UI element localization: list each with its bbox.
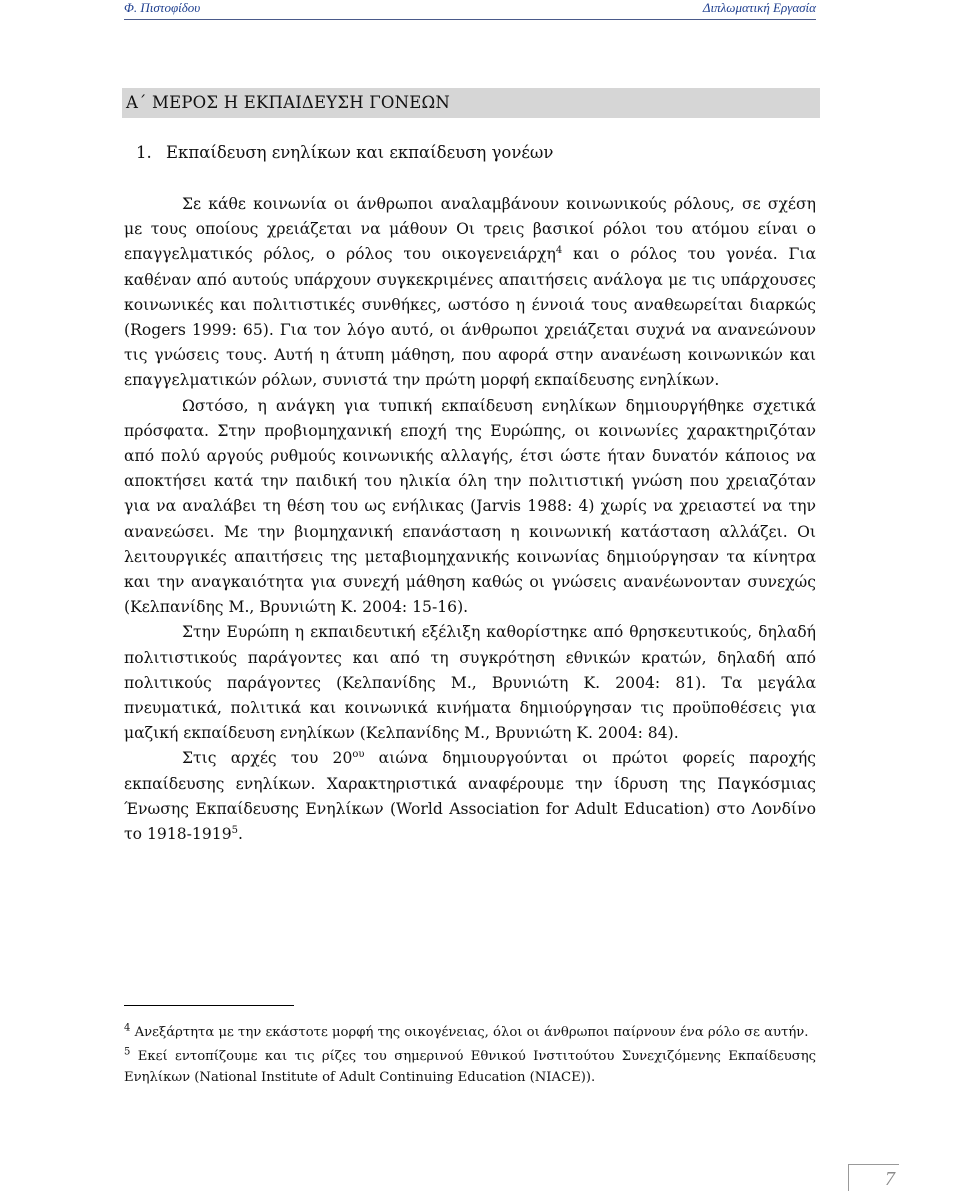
footnote-4: [124, 1022, 816, 1043]
paragraph-4: [124, 746, 816, 847]
paragraph-4-text-c: .: [238, 825, 243, 844]
paragraph-1-text-b: και ο ρόλος του γονέα. Για καθέναν από αυτούς υπάρχουν συγκεκριμένες απαιτήσεις ανάλογα με τις υπάρχουσες κοινωνικές και πολιτιστικές συνθήκες, ωστόσο η έννοιά τους αναθεωρείται διαρκώς (Rogers 1999: 65). Για τον λόγο αυτό, οι άνθρωποι χρειάζεται συχνά να ανανεώνουν τις γνώσεις τους. Αυτή η άτυπη μάθηση, που αφορά στην ανανέωση κοινωνικών και επαγγελματικών ρόλων, συνιστά την πρώτη μορφή εκπαίδευσης ενηλίκων.: [124, 245, 816, 390]
section-heading-bar: [122, 88, 820, 118]
header-divider: [124, 19, 816, 20]
page-header: [124, 0, 816, 18]
footnote-5: [124, 1046, 816, 1088]
footnote-separator: [124, 1005, 294, 1006]
paragraph-4-text-b: αιώνα δημιουργούνται οι πρώτοι φορείς παροχής εκπαίδευσης ενηλίκων. Χαρακτηριστικά αναφέρουμε την ίδρυση της Παγκόσμιας Ένωσης Εκπαίδευσης Ενηλίκων (World Association for Adult Education) στο Λονδίνο το 1918-1919: [124, 749, 816, 844]
paragraph-2: Ωστόσο, η ανάγκη για τυπική εκπαίδευση ενηλίκων δημιουργήθηκε σχετικά πρόσφατα. Στην προβιομηχανική εποχή της Ευρώπης, οι κοινωνίες χαρακτηριζόταν από πολύ αργούς ρυθμούς κοινωνικής αλλαγής, έτσι ώστε ήταν δυνατόν κάποιος να αποκτήσει κατά την παιδική του ηλικία όλη την πολιτιστική γνώση που χρειαζόταν για να αναλάβει τη θέση του ως ενήλικας (Jarvis 1988: 4) χωρίς να χρειαστεί να την ανανεώσει. Με την βιομηχανική επανάσταση η κοινωνική κατάσταση αλλάζει. Οι λειτουργικές απαιτήσεις της μεταβιομηχανικής κοινωνίας δημιούργησαν τα κίνητρα και την αναγκαιότητα για συνεχή μάθηση καθώς οι γνώσεις ανανέωνονταν συνεχώς (Κελπανίδης Μ., Βρυνιώτη Κ. 2004: 15-16).: [124, 396, 816, 617]
chapter-title: Εκπαίδευση ενηλίκων και εκπαίδευση γονέων: [166, 143, 554, 162]
paragraph-1-text-a: Σε κάθε κοινωνία οι άνθρωποι αναλαμβάνουν κοινωνικούς ρόλους, σε σχέση με τους οποίους χρειάζεται να μάθουν Οι τρεις βασικοί ρόλοι του ατόμου είναι ο επαγγελματικός ρόλος, ο ρόλος του οικογενειάρχη: [124, 195, 816, 264]
footnote-ref-5: 5: [231, 824, 238, 836]
header-author: Φ. Πιστοφίδου: [124, 0, 201, 15]
footnotes: [124, 1022, 816, 1091]
chapter-heading: [136, 143, 553, 162]
footnote-ref-4: 4: [555, 245, 563, 257]
body-text: [124, 192, 816, 847]
page-number-box: [848, 1164, 899, 1191]
footnote-4-text: Ανεξάρτητα με την εκάστοτε μορφή της οικογένειας, όλοι οι άνθρωποι παίρνουν ένα ρόλο σε αυτήν.: [130, 1025, 809, 1040]
footnote-5-text: Εκεί εντοπίζουμε και τις ρίζες του σημερινού Εθνικού Ινστιτούτου Συνεχιζόμενης Εκπαίδευσης Ενηλίκων (National Institute of Adult Continuing Education (NIACE)).: [124, 1049, 816, 1085]
chapter-number: 1.: [136, 143, 152, 162]
paragraph-1: [124, 192, 816, 394]
footnote-4-number: 4: [124, 1022, 131, 1034]
section-title: Α΄ ΜΕΡΟΣ Η ΕΚΠΑΙΔΕΥΣΗ ΓΟΝΕΩΝ: [126, 93, 451, 112]
century-suffix: ου: [352, 749, 365, 761]
paragraph-4-text-a: Στις αρχές του 20: [182, 749, 353, 768]
paragraph-3: Στην Ευρώπη η εκπαιδευτική εξέλιξη καθορίστηκε από θρησκευτικούς, δηλαδή πολιτιστικούς παράγοντες και από τη συγκρότηση εθνικών κρατών, δηλαδή από πολιτικούς παράγοντες (Κελπανίδης Μ., Βρυνιώτη Κ. 2004: 81). Τα μεγάλα πνευματικά, πολιτικά και κοινωνικά κινήματα δημιούργησαν τις προϋποθέσεις για μαζική εκπαίδευση ενηλίκων (Κελπανίδης Μ., Βρυνιώτη Κ. 2004: 84).: [124, 623, 816, 743]
footnote-5-number: 5: [124, 1046, 131, 1058]
header-document-type: Διπλωματική Εργασία: [702, 0, 816, 15]
page-number: 7: [885, 1168, 895, 1190]
